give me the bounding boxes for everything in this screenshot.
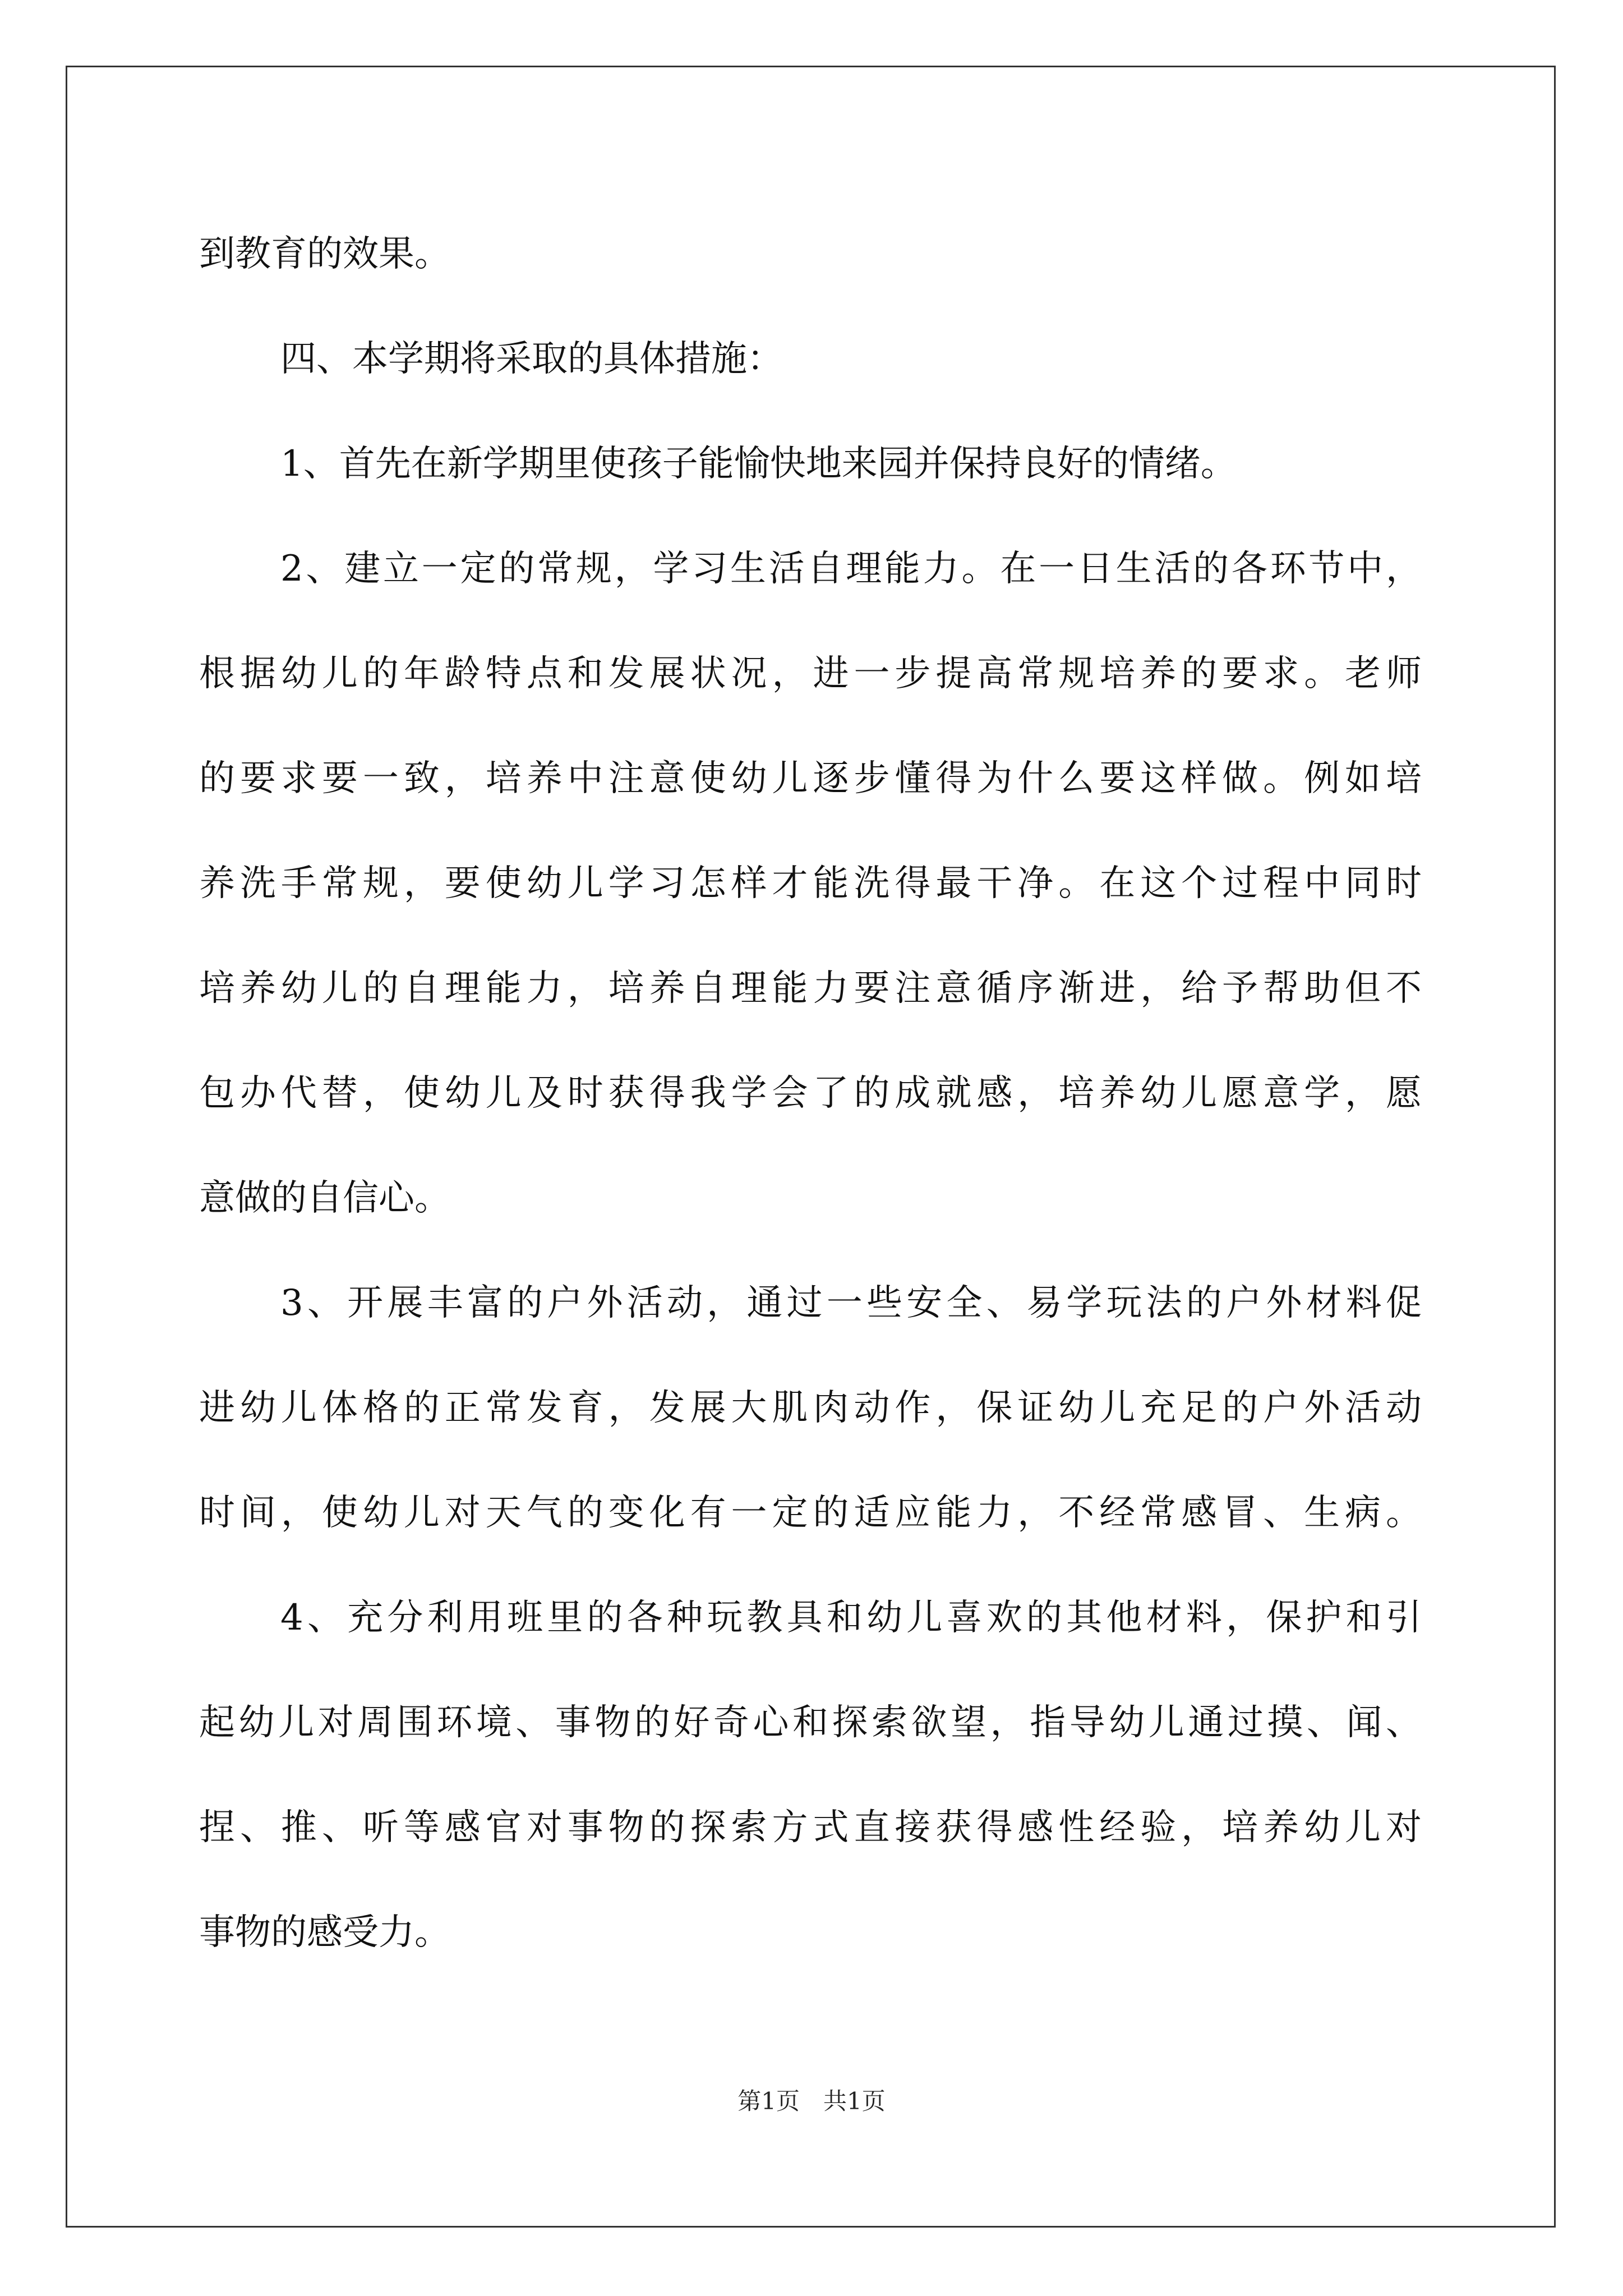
text-line: 进幼儿体格的正常发育，发展大肌肉动作，保证幼儿充足的户外活动: [199, 1387, 1422, 1429]
text-line: 根据幼儿的年龄特点和发展状况，进一步提高常规培养的要求。老师: [199, 653, 1422, 694]
text-line: 养洗手常规，要使幼儿学习怎样才能洗得最干净。在这个过程中同时: [199, 863, 1422, 904]
document-body: [199, 202, 1422, 1985]
text-line: 的要求要一致，培养中注意使幼儿逐步懂得为什么要这样做。例如培: [199, 758, 1422, 799]
text-line: 四、本学期将采取的具体措施：: [280, 338, 783, 380]
page-number-footer: 第1页 共1页: [737, 2087, 886, 2115]
text-line: 培养幼儿的自理能力，培养自理能力要注意循序渐进，给予帮助但不: [199, 968, 1422, 1009]
text-line: 4、充分利用班里的各种玩教具和幼儿喜欢的其他材料，保护和引: [280, 1597, 1422, 1639]
text-line: 捏、推、听等感官对事物的探索方式直接获得感性经验，培养幼儿对: [199, 1807, 1422, 1848]
text-line: 2、建立一定的常规，学习生活自理能力。在一日生活的各环节中，: [280, 548, 1422, 590]
text-line: 时间，使幼儿对天气的变化有一定的适应能力，不经常感冒、生病。: [199, 1492, 1422, 1534]
text-line: 1、首先在新学期里使孩子能愉快地来园并保持良好的情绪。: [280, 443, 1237, 485]
text-line: 包办代替，使幼儿及时获得我学会了的成就感，培养幼儿愿意学，愿: [199, 1073, 1422, 1114]
text-line: 起幼儿对周围环境、事物的好奇心和探索欲望，指导幼儿通过摸、闻、: [199, 1702, 1422, 1743]
text-line: 3、开展丰富的户外活动，通过一些安全、易学玩法的户外材料促: [280, 1282, 1422, 1324]
text-line: 意做的自信心。: [199, 1177, 450, 1219]
text-line: 到教育的效果。: [199, 233, 450, 275]
text-line: 事物的感受力。: [199, 1912, 450, 1953]
